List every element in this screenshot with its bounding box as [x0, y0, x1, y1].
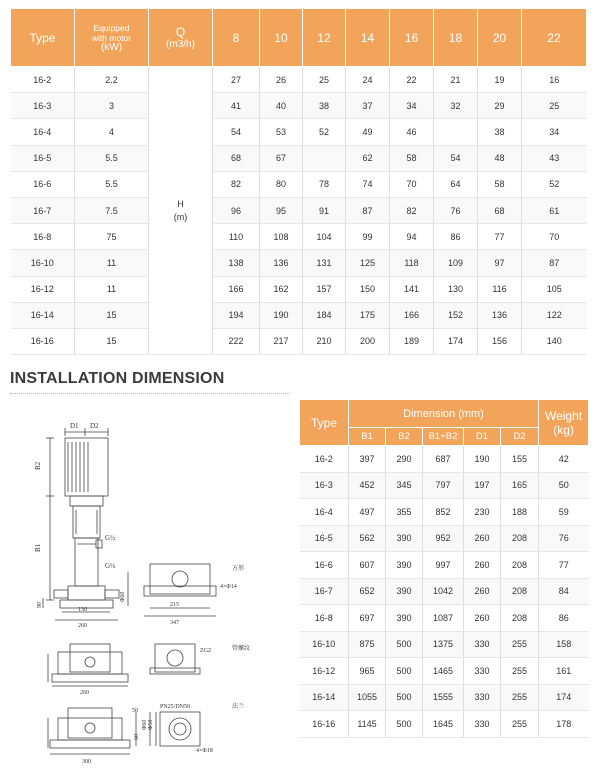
cell-dimension: 1465	[423, 658, 464, 685]
cell-head: 131	[303, 250, 346, 276]
cell-dimension: 260	[464, 525, 501, 552]
cell-motor: 15	[75, 302, 149, 328]
table-row	[300, 631, 589, 658]
table-row	[11, 224, 587, 250]
cell-head: 52	[522, 171, 587, 197]
table-row	[300, 472, 589, 499]
title-divider	[10, 393, 290, 394]
performance-header-row	[11, 9, 587, 67]
cell-motor: 7.5	[75, 197, 149, 223]
cell-dimension: 797	[423, 472, 464, 499]
cell-head: 125	[346, 250, 390, 276]
label-60: 60	[134, 734, 140, 740]
dim-col-b2: B2	[386, 428, 423, 446]
cell-dimension: 208	[501, 578, 539, 605]
cell-head: 54	[434, 145, 478, 171]
cell-dimension: 230	[464, 499, 501, 526]
cell-head: 67	[260, 145, 303, 171]
table-row	[11, 93, 587, 119]
label-note-flange: 法兰	[232, 704, 245, 710]
cell-dimension: 500	[386, 631, 423, 658]
cell-dimension: 1087	[423, 605, 464, 632]
label-note-square: 方形	[232, 566, 245, 572]
cell-dimension: 390	[386, 605, 423, 632]
cell-weight: 77	[539, 552, 589, 579]
cell-head: 43	[522, 145, 587, 171]
table-row	[300, 525, 589, 552]
header-flow: 22	[522, 9, 587, 67]
label-b2: B2	[34, 461, 42, 470]
cell-head: 58	[478, 171, 522, 197]
cell-dimension: 165	[501, 472, 539, 499]
label-260b: 260	[80, 690, 89, 696]
table-row	[11, 328, 587, 354]
cell-head: 217	[260, 328, 303, 354]
cell-head: 156	[478, 328, 522, 354]
cell-dimension: 255	[501, 711, 539, 738]
cell-dimension: 155	[501, 446, 539, 473]
cell-type: 16-7	[300, 578, 349, 605]
performance-body	[11, 67, 587, 355]
cell-head: 53	[260, 119, 303, 145]
label-d1: D1	[70, 422, 79, 430]
cell-head: 54	[213, 119, 260, 145]
cell-head: 62	[346, 145, 390, 171]
cell-dimension: 330	[464, 631, 501, 658]
cell-head: 24	[346, 67, 390, 93]
cell-dimension: 852	[423, 499, 464, 526]
cell-head: 61	[522, 197, 587, 223]
cell-head: 152	[434, 302, 478, 328]
label-pn: PN25/DN50	[160, 704, 191, 710]
cell-dimension: 255	[501, 658, 539, 685]
cell-type: 16-5	[11, 145, 75, 171]
cell-type: 16-6	[11, 171, 75, 197]
cell-head: 52	[303, 119, 346, 145]
dimension-body	[300, 446, 589, 738]
header-flow: 20	[478, 9, 522, 67]
cell-type: 16-3	[300, 472, 349, 499]
header-flow: 18	[434, 9, 478, 67]
cell-head: 25	[522, 93, 587, 119]
cell-dimension: 208	[501, 525, 539, 552]
cell-dimension: 390	[386, 578, 423, 605]
cell-dimension: 607	[349, 552, 386, 579]
cell-head: 16	[522, 67, 587, 93]
cell-motor: 15	[75, 328, 149, 354]
cell-head: 48	[478, 145, 522, 171]
table-row	[300, 446, 589, 473]
cell-type: 16-12	[300, 658, 349, 685]
cell-type: 16-8	[11, 224, 75, 250]
dimension-table	[299, 399, 589, 738]
cell-type: 16-16	[11, 328, 75, 354]
cell-head: 82	[390, 197, 434, 223]
cell-weight: 174	[539, 684, 589, 711]
cell-dimension: 687	[423, 446, 464, 473]
pump-elevation-view	[43, 428, 128, 620]
cell-head: 96	[213, 197, 260, 223]
cell-weight: 158	[539, 631, 589, 658]
cell-head: 136	[478, 302, 522, 328]
header-flow: 10	[260, 9, 303, 67]
cell-type: 16-5	[300, 525, 349, 552]
header-flow: 12	[303, 9, 346, 67]
cell-type: 16-10	[11, 250, 75, 276]
table-row	[300, 605, 589, 632]
cell-head: 68	[213, 145, 260, 171]
cell-weight: 84	[539, 578, 589, 605]
cell-type: 16-6	[300, 552, 349, 579]
cell-head: 130	[434, 276, 478, 302]
cell-head: 86	[434, 224, 478, 250]
label-g-upper: G½	[105, 534, 116, 542]
cell-dimension: 997	[423, 552, 464, 579]
label-g-lower: G½	[105, 562, 116, 570]
cell-type: 16-10	[300, 631, 349, 658]
table-row	[11, 171, 587, 197]
table-row	[11, 276, 587, 302]
cell-head: 74	[346, 171, 390, 197]
cell-weight: 42	[539, 446, 589, 473]
dim-col-d1: D1	[464, 428, 501, 446]
header-flow: 8	[213, 9, 260, 67]
cell-dimension: 500	[386, 684, 423, 711]
cell-head: 87	[522, 250, 587, 276]
cell-motor: 75	[75, 224, 149, 250]
cell-dimension: 875	[349, 631, 386, 658]
cell-dimension: 1645	[423, 711, 464, 738]
base-view-threaded	[48, 644, 200, 686]
dim-col-b1b2: B1+B2	[423, 428, 464, 446]
cell-dimension: 330	[464, 684, 501, 711]
cell-head: 200	[346, 328, 390, 354]
cell-head: 222	[213, 328, 260, 354]
cell-type: 16-7	[11, 197, 75, 223]
installation-drawing	[10, 412, 292, 768]
cell-head: 32	[434, 93, 478, 119]
cell-head: 46	[390, 119, 434, 145]
cell-dimension: 190	[464, 446, 501, 473]
cell-dimension: 208	[501, 552, 539, 579]
cell-type: 16-4	[300, 499, 349, 526]
cell-head: 95	[260, 197, 303, 223]
cell-head: 99	[346, 224, 390, 250]
cell-head: 34	[522, 119, 587, 145]
cell-type: 16-2	[300, 446, 349, 473]
dim-header-weight: Weight (kg)	[539, 400, 589, 446]
cell-head: 194	[213, 302, 260, 328]
cell-head: 26	[260, 67, 303, 93]
cell-motor: 5.5	[75, 145, 149, 171]
cell-head: 91	[303, 197, 346, 223]
cell-head: 166	[390, 302, 434, 328]
cell-type: 16-14	[11, 302, 75, 328]
cell-weight: 178	[539, 711, 589, 738]
cell-head: 210	[303, 328, 346, 354]
cell-head: 29	[478, 93, 522, 119]
cell-head: 189	[390, 328, 434, 354]
label-note-thread: 管螺纹	[232, 646, 251, 652]
cell-dimension: 952	[423, 525, 464, 552]
cell-dimension: 497	[349, 499, 386, 526]
table-row	[11, 197, 587, 223]
cell-head: 166	[213, 276, 260, 302]
cell-head: 70	[390, 171, 434, 197]
cell-dimension: 330	[464, 658, 501, 685]
dim-col-b1: B1	[349, 428, 386, 446]
cell-head: 122	[522, 302, 587, 328]
cell-head	[303, 145, 346, 171]
table-row	[11, 250, 587, 276]
cell-dimension: 452	[349, 472, 386, 499]
cell-dimension: 208	[501, 605, 539, 632]
table-row	[11, 145, 587, 171]
cell-dimension: 290	[386, 446, 423, 473]
cell-dimension: 197	[464, 472, 501, 499]
cell-weight: 86	[539, 605, 589, 632]
label-215: 215	[170, 602, 179, 608]
cell-head: 80	[260, 171, 303, 197]
cell-dimension: 345	[386, 472, 423, 499]
cell-type: 16-12	[11, 276, 75, 302]
cell-head: 190	[260, 302, 303, 328]
label-300: 300	[82, 759, 91, 765]
label-phi60b: Φ60	[142, 719, 148, 730]
cell-head: 70	[522, 224, 587, 250]
cell-motor: 2.2	[75, 67, 149, 93]
cell-head: 38	[303, 93, 346, 119]
header-q: Q (m3/h)	[149, 9, 213, 67]
label-347: 347	[170, 620, 179, 626]
label-phi50: Φ50	[148, 719, 154, 730]
cell-head: 174	[434, 328, 478, 354]
cell-head: 34	[390, 93, 434, 119]
cell-motor: 5.5	[75, 171, 149, 197]
cell-head: 157	[303, 276, 346, 302]
table-row	[11, 119, 587, 145]
header-type: Type	[11, 9, 75, 67]
dim-header-type: Type	[300, 400, 349, 446]
cell-dimension: 1375	[423, 631, 464, 658]
label-4xphi14: 4×Φ14	[220, 584, 237, 590]
dim-header-dimension: Dimension (mm)	[349, 400, 539, 428]
cell-dimension: 397	[349, 446, 386, 473]
label-130: 130	[78, 607, 87, 613]
table-row	[300, 578, 589, 605]
cell-dimension: 1145	[349, 711, 386, 738]
cell-head: 38	[478, 119, 522, 145]
cell-head: 108	[260, 224, 303, 250]
cell-head: 175	[346, 302, 390, 328]
table-row	[300, 552, 589, 579]
cell-head: 76	[434, 197, 478, 223]
table-row	[300, 684, 589, 711]
cell-type: 16-4	[11, 119, 75, 145]
cell-head: 97	[478, 250, 522, 276]
cell-head: 41	[213, 93, 260, 119]
cell-weight: 76	[539, 525, 589, 552]
cell-dimension: 255	[501, 631, 539, 658]
cell-head: 64	[434, 171, 478, 197]
base-view-flange	[48, 708, 200, 754]
cell-type: 16-16	[300, 711, 349, 738]
cell-head: 77	[478, 224, 522, 250]
cell-dimension: 500	[386, 711, 423, 738]
label-260: 260	[78, 623, 87, 629]
performance-table	[10, 8, 587, 355]
cell-head: 184	[303, 302, 346, 328]
label-zg2: ZG2	[200, 648, 211, 654]
cell-h-label: H (m)	[149, 67, 213, 355]
section-title: INSTALLATION DIMENSION	[10, 370, 225, 387]
cell-head: 118	[390, 250, 434, 276]
cell-weight: 161	[539, 658, 589, 685]
cell-head: 58	[390, 145, 434, 171]
cell-type: 16-8	[300, 605, 349, 632]
cell-dimension: 562	[349, 525, 386, 552]
cell-type: 16-3	[11, 93, 75, 119]
cell-head: 116	[478, 276, 522, 302]
cell-head: 140	[522, 328, 587, 354]
cell-head: 27	[213, 67, 260, 93]
cell-head: 19	[478, 67, 522, 93]
cell-motor: 11	[75, 250, 149, 276]
cell-head: 25	[303, 67, 346, 93]
table-row	[300, 499, 589, 526]
cell-head: 78	[303, 171, 346, 197]
cell-head: 94	[390, 224, 434, 250]
cell-head: 105	[522, 276, 587, 302]
cell-head: 138	[213, 250, 260, 276]
label-4xphi18: 4×Φ18	[196, 748, 213, 754]
cell-head: 110	[213, 224, 260, 250]
cell-dimension: 355	[386, 499, 423, 526]
cell-weight: 59	[539, 499, 589, 526]
cell-weight: 50	[539, 472, 589, 499]
cell-head: 109	[434, 250, 478, 276]
cell-type: 16-14	[300, 684, 349, 711]
cell-head: 82	[213, 171, 260, 197]
cell-head: 21	[434, 67, 478, 93]
cell-dimension: 1042	[423, 578, 464, 605]
cell-dimension: 1055	[349, 684, 386, 711]
cell-head: 49	[346, 119, 390, 145]
label-90: 90	[37, 602, 43, 608]
cell-head: 68	[478, 197, 522, 223]
cell-head: 141	[390, 276, 434, 302]
cell-dimension: 255	[501, 684, 539, 711]
cell-head: 22	[390, 67, 434, 93]
cell-head: 87	[346, 197, 390, 223]
cell-dimension: 260	[464, 552, 501, 579]
cell-dimension: 652	[349, 578, 386, 605]
cell-dimension: 390	[386, 552, 423, 579]
label-d2: D2	[90, 422, 99, 430]
cell-head: 150	[346, 276, 390, 302]
base-view-square	[144, 564, 216, 616]
table-row	[11, 67, 587, 93]
table-row	[300, 711, 589, 738]
cell-dimension: 260	[464, 578, 501, 605]
cell-dimension: 965	[349, 658, 386, 685]
table-row	[11, 302, 587, 328]
cell-head	[434, 119, 478, 145]
cell-dimension: 330	[464, 711, 501, 738]
cell-head: 136	[260, 250, 303, 276]
label-phi60: Φ60	[120, 591, 126, 602]
cell-dimension: 188	[501, 499, 539, 526]
dim-col-d2: D2	[501, 428, 539, 446]
cell-dimension: 390	[386, 525, 423, 552]
label-b1: B1	[34, 543, 42, 552]
cell-motor: 11	[75, 276, 149, 302]
table-row	[300, 658, 589, 685]
header-motor: Equipped with motor (kW)	[75, 9, 149, 67]
cell-motor: 4	[75, 119, 149, 145]
cell-head: 104	[303, 224, 346, 250]
cell-head: 37	[346, 93, 390, 119]
header-flow: 16	[390, 9, 434, 67]
cell-head: 162	[260, 276, 303, 302]
dimension-header-row	[300, 400, 589, 428]
cell-type: 16-2	[11, 67, 75, 93]
label-50: 50	[132, 708, 138, 714]
cell-dimension: 697	[349, 605, 386, 632]
cell-dimension: 500	[386, 658, 423, 685]
cell-motor: 3	[75, 93, 149, 119]
cell-head: 40	[260, 93, 303, 119]
header-flow: 14	[346, 9, 390, 67]
cell-dimension: 1555	[423, 684, 464, 711]
cell-dimension: 260	[464, 605, 501, 632]
